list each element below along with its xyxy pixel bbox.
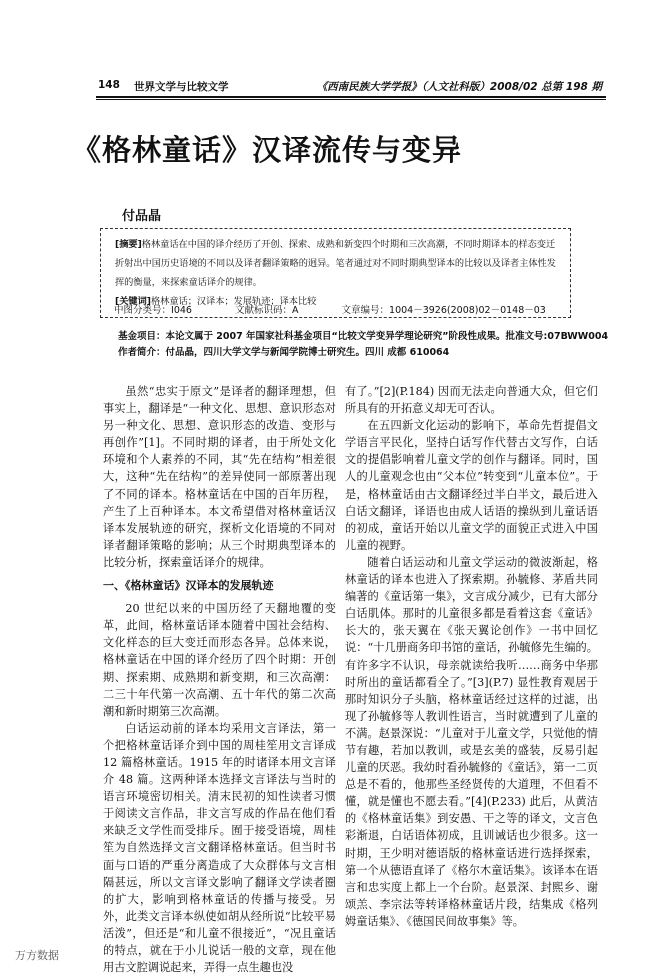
header-rule-thin xyxy=(96,99,606,100)
doc-code-value: A xyxy=(292,305,299,316)
paragraph: 随着白话运动和儿童文学运动的微波渐起，格林童话的译本也进入了探索期。孙毓修、茅盾共同编著的《童话第一集》，文言成分减少，已有大部分白话肌体。那时的儿童很多都是看着这套《童话》长大的，张天翼在《张天翼论创作》一书中回忆说：“十几册商务印书馆的童话，孙毓修先生编的。有许多字不认识，母亲就读给我听……商务中华那时所出的童话都看全了。”[3](P.7) 显性教育观居于那时知识分子头脑，格林童话经过这样的过滤，出现了孙毓修等人教训性语言，当时就遭到了儿童的不满。赵景深说：“儿童对于儿童文学，只觉他的情节有趣，若加以教训，或是玄美的盛装，反易引起儿童的厌恶。我幼时看孙毓修的《童话》，第一二页总是不看的，他那些圣经贤传的大道理，不但看不懂，就是懂也不愿去看。”[4](P.233) 此后，从黄洁的《格林童话集》到安愚、干之等的译文，文言色彩渐退，白话语体初成，且训诫话也少很多。这一时期，王少明对德语版的格林童话进行选择探索，第一个从德语直译了《格尔木童话集》。该译本在语言和忠实度上都上一个台阶。赵景深、封熙乡、谢颂羔、李宗法等转译格林童话片段，结集成《格列姆童话集》、《德国民间故事集》等。 xyxy=(345,555,598,928)
keywords-text: 格林童话；汉译本；发展轨迹；译本比较 xyxy=(150,296,317,307)
left-column xyxy=(103,383,336,976)
paragraph: 20 世纪以来的中国历经了天翻地覆的变革，此间，格林童话译本随着中国社会结构、文化样态的巨大变迁而形态各异。总体来说，格林童话在中国的译介经历了四个时期：开创期、探索期、成熟期和新变期，和三次高潮：二三十年代第一次高潮、五十年代的第二次高潮和新时期第三次高潮。 xyxy=(103,602,336,718)
footer-watermark: 万方数据 xyxy=(15,949,59,962)
article-no-label: 文章编号： xyxy=(341,305,390,316)
author-bio: 作者简介：付品晶，四川大学文学与新闻学院博士研究生。四川 成都 610064 xyxy=(118,347,450,358)
paragraph: 白话运动前的译本均采用文言译法，第一个把格林童话译介到中国的周桂笙用文言译成 12 篇格林童话。1915 年的时诸译本用文言译介 48 篇。这两种译本选择文言译法与当时的语言环境密切相关。清末民初的知性读者习惯于阅读文言作品，非文言写成的作品在他们看来缺乏文学性而受排斥。囿于接受语境，周桂笙为自然选择文言文翻译格林童话。但当时书面与口语的严重分离造成了大众群体与文言相隔甚远，所以文言译文影响了翻译文学读者圈的扩大，影响到格林童话的传播与接受。另外，此类文言译本纵使如胡从经所说“比较平易活泼”，但还是“和儿童不很接近”，“况且童话的特点，就在于小儿说话一般的文章，现在他用古文腔调说起来，弄得一点生趣也没 xyxy=(103,721,336,975)
page-number: 148 xyxy=(98,79,120,91)
header-rule xyxy=(96,96,606,98)
journal-citation: 《西南民族大学学报》（人文社科版）2008/02 总第 198 期 xyxy=(316,81,602,93)
classification-line xyxy=(114,303,574,319)
abstract-text: 格林童话在中国的译介经历了开创、探索、成熟和新变四个时期和三次高潮，不同时期译本的样态变迁折射出中国历史语境的不同以及译者翻译策略的迥异。笔者通过对不同时期典型译本的比较以及译者主体性发挥的衡量，来探索童话译介的规律。 xyxy=(115,239,556,288)
clc-value: I046 xyxy=(171,305,192,316)
article-title: 《格林童话》汉译流传与变异 xyxy=(72,133,463,167)
paragraph: 有了。”[2](P.184) 因而无法走向普通大众，但它们所具有的开拓意义却无可否认。 xyxy=(345,385,598,416)
doc-code-label: 文献标识码： xyxy=(234,305,292,316)
journal-section: 世界文学与比较文学 xyxy=(134,81,229,93)
abstract-label: [摘要] xyxy=(115,239,142,250)
section-heading: 一、《格林童话》汉译本的发展轨迹 xyxy=(103,579,274,593)
author-name: 付品晶 xyxy=(122,209,162,224)
clc-label: 中图分类号： xyxy=(114,305,172,316)
paragraph: 在五四新文化运动的影响下，革命先哲提倡文学语言平民化，坚持白话写作代替古文写作，白话文的提倡影响着儿童文学的创作与翻译。同时，国人的儿童观念也由“父本位”转变到“儿童本位”。于是，格林童话由古文翻译经过半白半文，最后进入白话文翻译，译语也由成人话语的操纵到儿童话语的初成，童话开始以儿童文学的面貌正式进入中国儿童的视野。 xyxy=(345,419,598,552)
article-no-value: 1004－3926(2008)02－0148－03 xyxy=(389,305,546,316)
right-column xyxy=(345,383,598,930)
paragraph: 虽然“忠实于原文”是译者的翻译理想，但事实上，翻译是“一种文化、思想、意识形态对另一种文化、思想、意识形态的改造、变形与再创作”[1]。不同时期的译者，由于所处文化环境和个人素养的不同，其“先在结构”相差很大，这种“先在结构”的差异使同一部原著出现了不同的译本。格林童话在中国的百年历程，产生了上百种译本。本文希望借对格林童话汉译本发展轨迹的研究，探析文化语境的不同对译者翻译策略的影响；从三个时期典型译本的比较分析，探索童话译介的规律。 xyxy=(103,385,336,569)
keywords-label: [关键词] xyxy=(115,296,151,307)
funding-note: 基金项目：本论文属于 2007 年国家社科基金项目“比较文学变异学理论研究”阶段性成果。批准文号:07BWW004 xyxy=(118,331,609,342)
abstract xyxy=(115,235,561,292)
